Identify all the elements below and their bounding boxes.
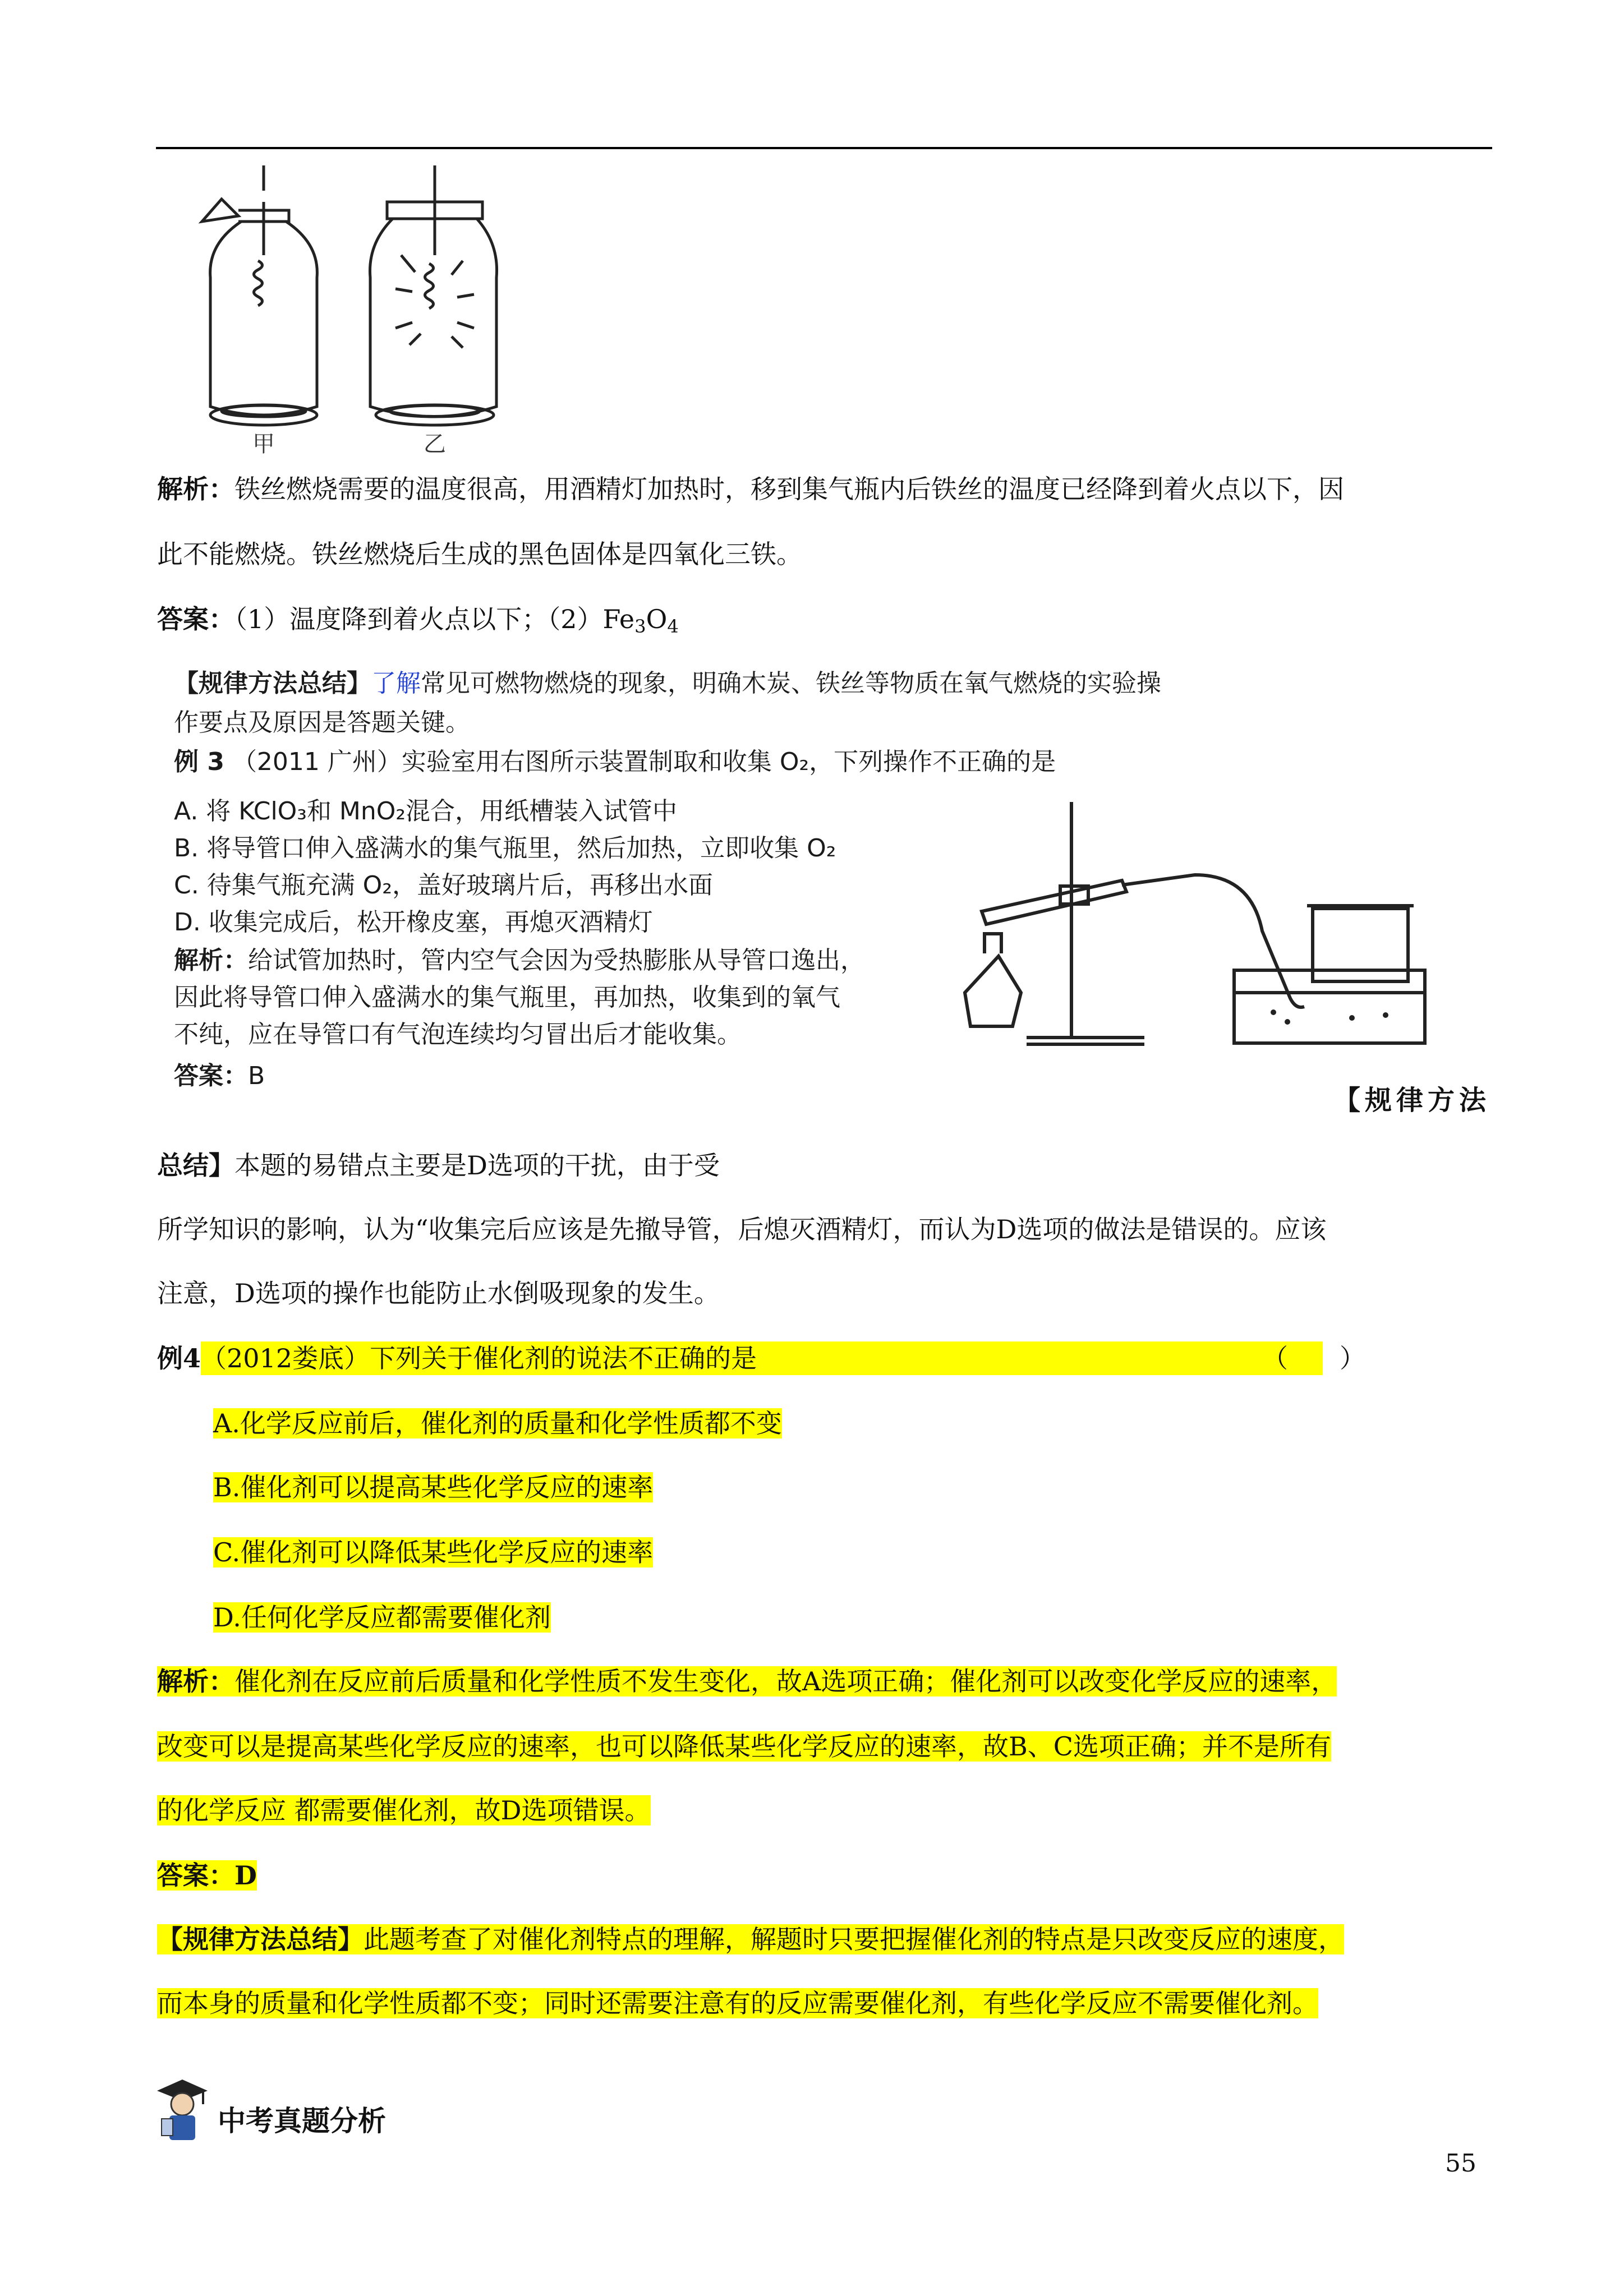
analysis-1-line-1 bbox=[157, 472, 1344, 506]
example-4-option-c: C.催化剂可以降低某些化学反应的速率 bbox=[213, 1537, 654, 1567]
jar-right bbox=[370, 165, 497, 425]
example-4-option-d: D.任何化学反应都需要催化剂 bbox=[213, 1602, 551, 1633]
example-4-summary-1: 【规律方法总结】此题考查了对催化剂特点的理解，解题时只要把握催化剂的特点是只改变反应的速度， bbox=[157, 1924, 1344, 1954]
header-rule bbox=[156, 147, 1492, 149]
summary-3-line-2: 所学知识的影响，认为“收集完后应该是先撤导管，后熄灭酒精灯，而认为D选项的做法是错误的。应该 bbox=[157, 1214, 1327, 1244]
example-3-analysis-1: 解析：给试管加热时，管内空气会因为受热膨胀从导管口逸出， bbox=[174, 946, 865, 975]
summary-3-fragment: 【规律方法 bbox=[1333, 1085, 1490, 1116]
summary-3-line-1: 总结】本题的易错点主要是D选项的干扰，由于受 bbox=[157, 1150, 720, 1181]
teacher-icon bbox=[151, 2075, 213, 2142]
analysis-text: 铁丝燃烧需要的温度很高，用酒精灯加热时，移到集气瓶内后铁丝的温度已经降到着火点以下，因 bbox=[234, 474, 1344, 504]
example-4-analysis-1: 解析：催化剂在反应前后质量和化学性质不发生变化，故A选项正确；催化剂可以改变化学反应的速率， bbox=[157, 1666, 1337, 1696]
example-3-analysis-3: 不纯，应在导管口有气泡连续均匀冒出后才能收集。 bbox=[174, 1020, 742, 1049]
section-title: 中考真题分析 bbox=[218, 2104, 386, 2137]
analysis-label: 解析： bbox=[157, 474, 234, 504]
example-4-question-highlight: （2012娄底）下列关于催化剂的说法不正确的是 （ ） bbox=[201, 1341, 1323, 1375]
example-3-scanned-block bbox=[163, 662, 1498, 1161]
example-4-summary-2: 而本身的质量和化学性质都不变；同时还需要注意有的反应需要催化剂，有些化学反应不需要催化剂。 bbox=[157, 1988, 1318, 2018]
answer-label: 答案： bbox=[157, 604, 234, 634]
example-4-answer: 答案：D bbox=[157, 1860, 257, 1891]
example-3-analysis-2: 因此将导管口伸入盛满水的集气瓶里，再加热，收集到的氧气 bbox=[174, 983, 840, 1012]
answer-1: 答案：（1）温度降到着火点以下；$(2)Fe_3O_4$ bbox=[157, 604, 679, 638]
example-3-option-a: A. 将 KClO₃和 MnO₂混合，用纸槽装入试管中 bbox=[174, 797, 678, 826]
scan-summary-line-1: 【规律方法总结】了解常见可燃物燃烧的现象，明确木炭、铁丝等物质在氧气燃烧的实验操 bbox=[174, 669, 1161, 698]
example-3-question: 例 3 （2011 广州）实验室用右图所示装置制取和收集 O₂，下列操作不正确的是 bbox=[174, 748, 1056, 776]
example-4-analysis-2: 改变可以是提高某些化学反应的速率，也可以降低某些化学反应的速率，故B、C选项正确；并不是所有 bbox=[157, 1731, 1331, 1762]
example-3-option-b: B. 将导管口伸入盛满水的集气瓶里，然后加热，立即收集 O₂ bbox=[174, 834, 836, 863]
summary-3-line-3: 注意，D选项的操作也能防止水倒吸现象的发生。 bbox=[157, 1278, 720, 1308]
label-jia: 甲 bbox=[252, 431, 275, 457]
example-4-option-b: B.催化剂可以提高某些化学反应的速率 bbox=[213, 1472, 654, 1502]
example-3-option-c: C. 待集气瓶充满 O₂，盖好玻璃片后，再移出水面 bbox=[174, 871, 713, 900]
iron-wire-jars-figure bbox=[180, 160, 527, 457]
example-4-analysis-3: 的化学反应 都需要催化剂，故D选项错误。 bbox=[157, 1795, 651, 1825]
analysis-1-line-2: 此不能燃烧。铁丝燃烧后生成的黑色固体是四氧化三铁。 bbox=[157, 539, 802, 569]
label-yi: 乙 bbox=[424, 431, 446, 457]
example-3-answer: 答案：B bbox=[174, 1062, 265, 1090]
scan-summary-line-2: 作要点及原因是答题关键。 bbox=[174, 708, 470, 737]
oxygen-apparatus-figure bbox=[959, 791, 1464, 1054]
example-4-question bbox=[157, 1341, 1365, 1375]
summary-link[interactable]: 了解 bbox=[371, 669, 421, 698]
example-4-option-a: A.化学反应前后，催化剂的质量和化学性质都不变 bbox=[213, 1408, 782, 1439]
page-number: 55 bbox=[1445, 2149, 1476, 2178]
answer-text: （1）温度降到着火点以下；（2）Fe bbox=[234, 604, 635, 634]
jar-left bbox=[202, 165, 317, 425]
example-4-label: 例4 bbox=[157, 1343, 201, 1373]
example-3-option-d: D. 收集完成后，松开橡皮塞，再熄灭酒精灯 bbox=[174, 908, 653, 937]
